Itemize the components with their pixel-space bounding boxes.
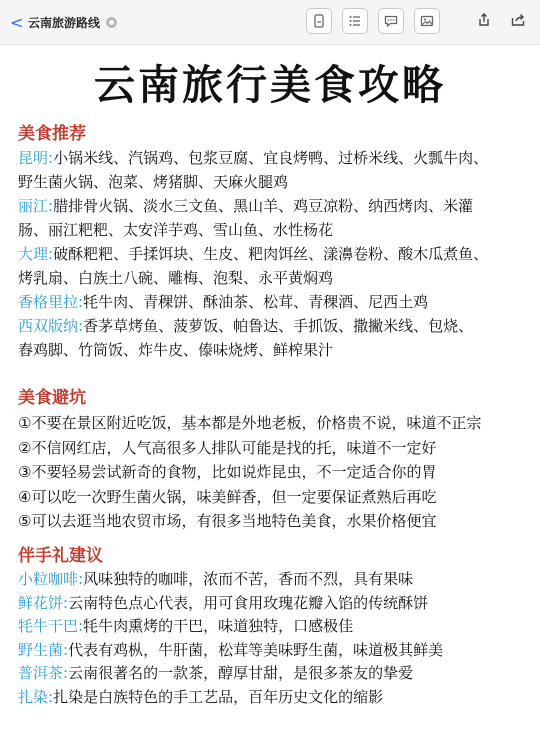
item-text: 牦牛肉熏烤的干巴，味道独特，口感极佳	[83, 617, 354, 635]
doc-icon	[311, 13, 327, 29]
list-item	[18, 170, 528, 194]
item-text: 腊排骨火锅、淡水三文鱼、黑山羊、鸡豆凉粉、纳西烤肉、米灌	[53, 197, 474, 215]
list-item: ③不要轻易尝试新奇的食物，比如说炸昆虫，不一定适合你的胃	[18, 463, 437, 481]
image-button[interactable]	[414, 8, 440, 34]
chat-button[interactable]	[378, 8, 404, 34]
item-text: 肠、丽江粑粑、太安洋芋鸡、雪山鱼、水性杨花	[18, 221, 334, 239]
city-label: 大理:	[18, 245, 54, 263]
share-icon	[476, 12, 492, 28]
chat-icon	[383, 13, 399, 29]
list-item	[18, 662, 528, 686]
food-avoid-list	[18, 411, 528, 534]
list-item	[18, 592, 528, 616]
list-item	[18, 290, 528, 314]
list-item	[18, 146, 528, 170]
list-item	[18, 338, 528, 362]
city-label: 昆明:	[18, 149, 54, 167]
item-text: 风味独特的咖啡，浓而不苦，香而不烈，具有果味	[83, 570, 414, 588]
list-item	[18, 194, 528, 218]
section-heading-souvenir: 伴手礼建议	[18, 546, 103, 566]
list-item: ⑤可以去逛当地农贸市场，有很多当地特色美食，水果价格便宜	[18, 512, 437, 530]
list-item	[18, 568, 528, 592]
top-bar	[0, 0, 540, 45]
item-text: 破酥粑粑、手揉饵块、生皮、粑肉饵丝、漾濞卷粉、酸木瓜煮鱼、	[53, 245, 489, 263]
section-heading-food-avoid: 美食避坑	[18, 388, 86, 408]
city-label: 香格里拉:	[18, 293, 84, 311]
page-title: 云南旅行美食攻略	[94, 61, 446, 109]
list-item: ②不信网红店，人气高很多人排队可能是找的托，味道不一定好	[18, 438, 437, 457]
back-button[interactable]: <	[10, 12, 24, 32]
item-text: 野生菌火锅、泡菜、烤猪脚、天麻火腿鸡	[18, 173, 289, 191]
sync-status-icon[interactable]	[106, 17, 117, 28]
item-text: 云南很著名的一款茶，醇厚甘甜，是很多茶友的挚爱	[68, 664, 414, 682]
souvenir-list	[18, 568, 528, 709]
list-item	[18, 242, 528, 266]
list-button[interactable]	[342, 8, 368, 34]
item-text: 舂鸡脚、竹筒饭、炸牛皮、傣味烧烤、鲜榨果汁	[18, 341, 334, 359]
toolbar	[306, 8, 530, 34]
item-text: 云南特色点心代表，用可食用玫瑰花瓣入馅的传统酥饼	[68, 593, 429, 612]
list-icon	[347, 13, 363, 29]
list-item: ①不要在景区附近吃饭，基本都是外地老板，价格贵不说，味道不正宗	[18, 414, 482, 432]
list-item: ④可以吃一次野生菌火锅，味美鲜香，但一定要保证煮熟后再吃	[18, 487, 437, 506]
item-text: 小锅米线、汽锅鸡、包浆豆腐、宜良烤鸭、过桥米线、火瓢牛肉、	[53, 149, 489, 167]
item-text: 代表有鸡枞，牛肝菌，松茸等美味野生菌，味道极其鲜美	[68, 640, 444, 659]
toolbar-spacer	[450, 8, 462, 34]
city-label: 西双版纳:	[18, 317, 84, 335]
item-label: 鲜花饼:	[18, 593, 69, 612]
item-label: 扎染:	[18, 687, 54, 706]
image-icon	[419, 13, 435, 29]
share-button[interactable]	[472, 8, 496, 32]
list-item	[18, 686, 528, 710]
item-label: 小粒咖啡:	[18, 570, 84, 588]
food-recommend-list	[18, 146, 528, 362]
section-heading-food-recommend: 美食推荐	[18, 124, 86, 144]
list-item	[18, 266, 528, 290]
list-item	[18, 218, 528, 242]
item-text: 香茅草烤鱼、菠萝饭、帕鲁达、手抓饭、撒撇米线、包烧、	[83, 317, 474, 335]
forward-button[interactable]	[506, 8, 530, 32]
item-text: 扎染是白族特色的手工艺品，百年历史文化的缩影	[53, 687, 384, 706]
list-item	[18, 314, 528, 338]
list-item	[18, 639, 528, 663]
city-label: 丽江:	[18, 197, 54, 215]
item-label: 野生菌:	[18, 640, 69, 659]
item-text: 烤乳扇、白族土八碗、雕梅、泡梨、永平黄焖鸡	[18, 269, 334, 287]
list-item	[18, 615, 528, 639]
item-label: 普洱茶:	[18, 664, 69, 682]
item-label: 牦牛干巴:	[18, 617, 84, 635]
item-text: 牦牛肉、青稞饼、酥油茶、松茸、青稞酒、尼西土鸡	[83, 293, 429, 311]
forward-icon	[510, 12, 526, 28]
doc-button[interactable]	[306, 8, 332, 34]
note-title[interactable]: 云南旅游路线	[28, 15, 101, 30]
